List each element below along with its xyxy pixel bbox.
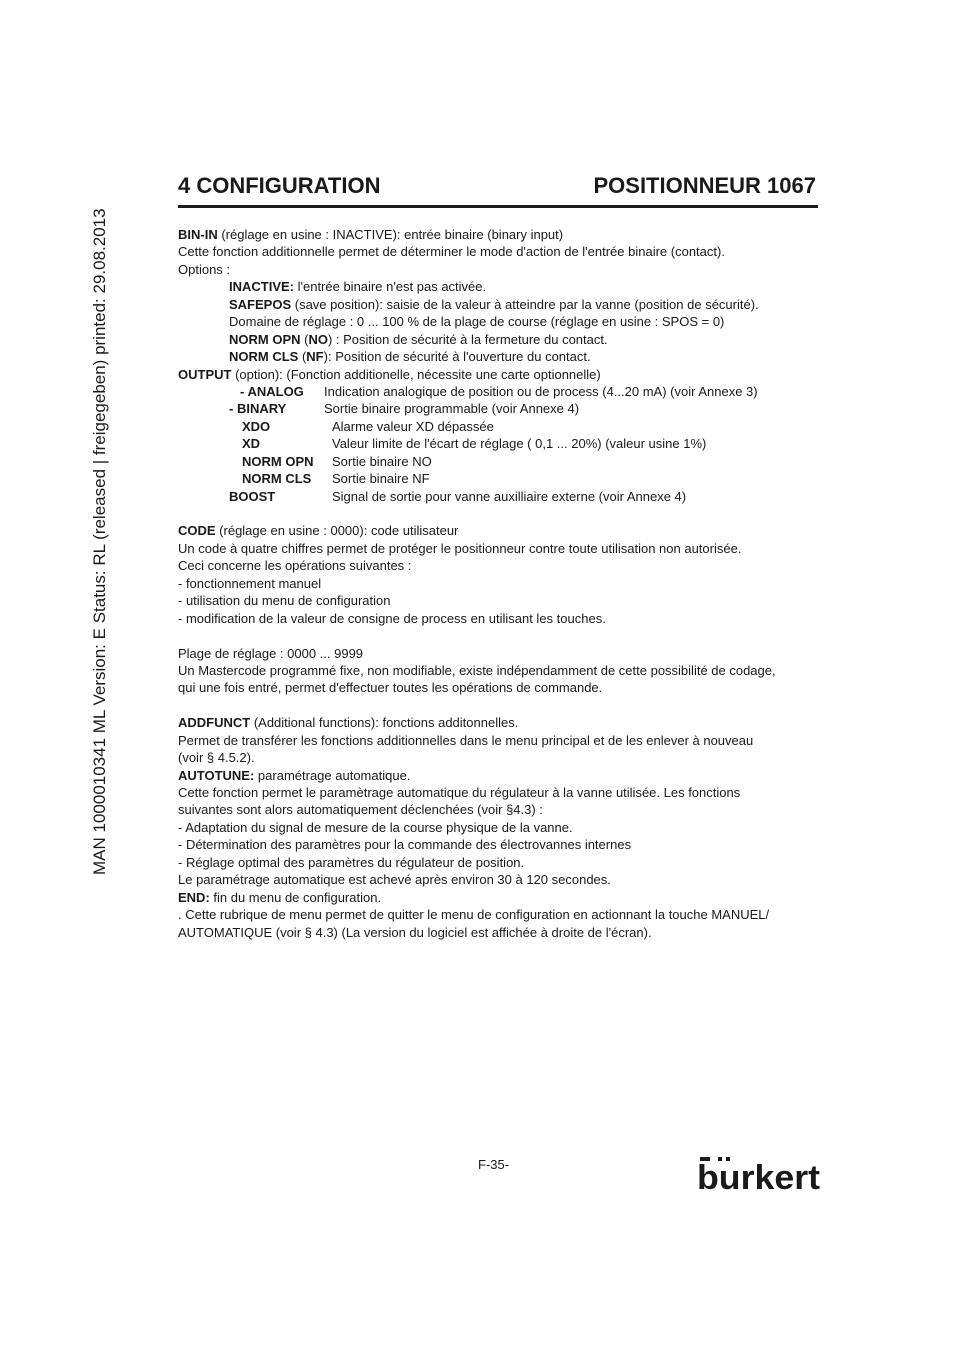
output-text: (option): (Fonction additionelle, nécessite une carte optionnelle) <box>231 366 601 382</box>
output-xd <box>178 435 823 452</box>
xdo-desc: Alarme valeur XD dépassée <box>332 418 494 434</box>
xd-keyword: XD <box>242 436 261 452</box>
page-header <box>178 171 818 208</box>
normcls-text: ): Position de sécurité à l'ouverture du contact. <box>323 349 591 365</box>
xdo-keyword: XDO <box>242 418 271 434</box>
boost-desc: Signal de sortie pour vanne auxilliaire externe (voir Annexe 4) <box>332 488 687 504</box>
binary-keyword: - BINARY <box>229 401 287 417</box>
addfunct-line: AUTOMATIQUE (voir § 4.3) (La version du logiciel est affichée à droite de l'écran). <box>178 924 652 940</box>
spacer <box>178 627 823 644</box>
binin-keyword: BIN-IN <box>178 227 218 242</box>
out-normopn-desc: Sortie binaire NO <box>332 453 432 469</box>
binary-desc: Sortie binaire programmable (voir Annexe 4) <box>324 401 580 417</box>
side-print-info: MAN 1000010341 ML Version: E Status: RL (released | freigegeben) printed: 29.08.2013 <box>90 208 109 875</box>
code-keyword: CODE <box>178 523 216 539</box>
code-line: - utilisation du menu de configuration <box>178 593 391 609</box>
out-normopn-keyword: NORM OPN <box>242 453 314 469</box>
spacer <box>178 697 823 714</box>
section-title: 4 CONFIGURATION <box>178 173 381 198</box>
safepos-text: (save position): saisie de la valeur à atteindre par la vanne (position de sécurité). <box>291 296 759 312</box>
addfunct-line: . Cette rubrique de menu permet de quitter le menu de configuration en actionnant la touche MANUEL/ <box>178 907 770 923</box>
end-keyword: END: <box>178 889 210 905</box>
autotune-heading <box>178 767 823 784</box>
binin-desc: Cette fonction additionnelle permet de déterminer le mode d'action de l'entrée binaire (contact). <box>178 244 725 260</box>
product-title: POSITIONNEUR 1067 <box>593 173 816 198</box>
normopn-paren: ( <box>300 331 309 347</box>
code-line: qui une fois entré, permet d'effectuer toutes les opérations de commande. <box>178 680 603 696</box>
normcls-keyword: NORM CLS <box>229 349 299 365</box>
addfunct-line: Permet de transférer les fonctions additionnelles dans le menu principal et de les enlever à nouveau <box>178 732 754 748</box>
code-line: - fonctionnement manuel <box>178 575 322 591</box>
output-xdo <box>178 418 823 435</box>
binin-heading <box>178 226 823 243</box>
burkert-logo <box>697 1155 821 1195</box>
safepos-keyword: SAFEPOS <box>229 296 292 312</box>
addfunct-line: suivantes sont alors automatiquement déclenchées (voir §4.3) : <box>178 802 543 818</box>
normcls-abbrev: NF <box>306 349 324 365</box>
normopn-text: ) : Position de sécurité à la fermeture du contact. <box>327 331 608 347</box>
option-normopn <box>178 331 823 348</box>
binin-text: (réglage en usine : INACTIVE): entrée binaire (binary input) <box>217 227 564 242</box>
option-inactive <box>178 278 823 295</box>
safepos-range: Domaine de réglage : 0 ... 100 % de la plage de course (réglage en usine : SPOS = 0) <box>229 314 725 330</box>
code-line: - modification de la valeur de consigne de process en utilisant les touches. <box>178 610 606 626</box>
output-keyword: OUTPUT <box>178 366 232 382</box>
addfunct-line: Cette fonction permet le paramètrage automatique du régulateur à la vanne utilisée. Les fonctions <box>178 785 741 800</box>
analog-keyword: - ANALOG <box>240 383 304 399</box>
code-text: (réglage en usine : 0000): code utilisateur <box>215 523 459 539</box>
normopn-abbrev: NO <box>308 331 328 347</box>
output-analog <box>178 383 823 400</box>
output-boost <box>178 488 823 505</box>
logo-text: burkert <box>697 1159 820 1195</box>
output-normopn <box>178 453 823 470</box>
addfunct-heading <box>178 714 823 731</box>
end-heading <box>178 889 823 906</box>
normopn-keyword: NORM OPN <box>229 331 301 347</box>
autotune-keyword: AUTOTUNE: <box>178 767 255 783</box>
code-line: Ceci concerne les opérations suivantes : <box>178 558 412 574</box>
addfunct-text: (Additional functions): fonctions additonnelles. <box>250 715 519 731</box>
page-number: F-35- <box>478 1157 510 1172</box>
option-normcls <box>178 348 823 365</box>
code-line: Un code à quatre chiffres permet de protéger le positionneur contre toute utilisation non autorisée. <box>178 540 742 556</box>
autotune-text: paramétrage automatique. <box>254 767 411 783</box>
out-normcls-desc: Sortie binaire NF <box>332 471 430 487</box>
code-line: Un Mastercode programmé fixe, non modifiable, existe indépendamment de cette possibilité de codage, <box>178 662 776 678</box>
page-body <box>178 226 823 941</box>
option-safepos <box>178 296 823 313</box>
code-line: Plage de réglage : 0000 ... 9999 <box>178 645 364 661</box>
addfunct-line: (voir § 4.5.2). <box>178 750 255 766</box>
out-normcls-keyword: NORM CLS <box>242 471 312 487</box>
addfunct-line: - Adaptation du signal de mesure de la course physique de la vanne. <box>178 819 573 835</box>
addfunct-line: Le paramétrage automatique est achevé après environ 30 à 120 secondes. <box>178 872 611 888</box>
inactive-keyword: INACTIVE: <box>229 279 294 295</box>
binin-options: Options : <box>178 261 231 277</box>
output-heading <box>178 366 823 383</box>
end-text: fin du menu de configuration. <box>209 889 382 905</box>
normcls-paren: ( <box>298 349 307 365</box>
boost-keyword: BOOST <box>229 488 276 504</box>
output-normcls <box>178 470 823 487</box>
xd-desc: Valeur limite de l'écart de réglage ( 0,1 ... 20%) (valeur usine 1%) <box>332 436 707 452</box>
addfunct-line: - Détermination des paramètres pour la commande des électrovannes internes <box>178 837 632 853</box>
addfunct-keyword: ADDFUNCT <box>178 715 251 731</box>
analog-desc: Indication analogique de position ou de process (4...20 mA) (voir Annexe 3) <box>324 383 758 399</box>
code-heading <box>178 522 823 539</box>
inactive-text: l'entrée binaire n'est pas activée. <box>294 279 487 295</box>
output-binary <box>178 400 823 417</box>
addfunct-line: - Réglage optimal des paramètres du régulateur de position. <box>178 854 525 870</box>
spacer <box>178 505 823 522</box>
